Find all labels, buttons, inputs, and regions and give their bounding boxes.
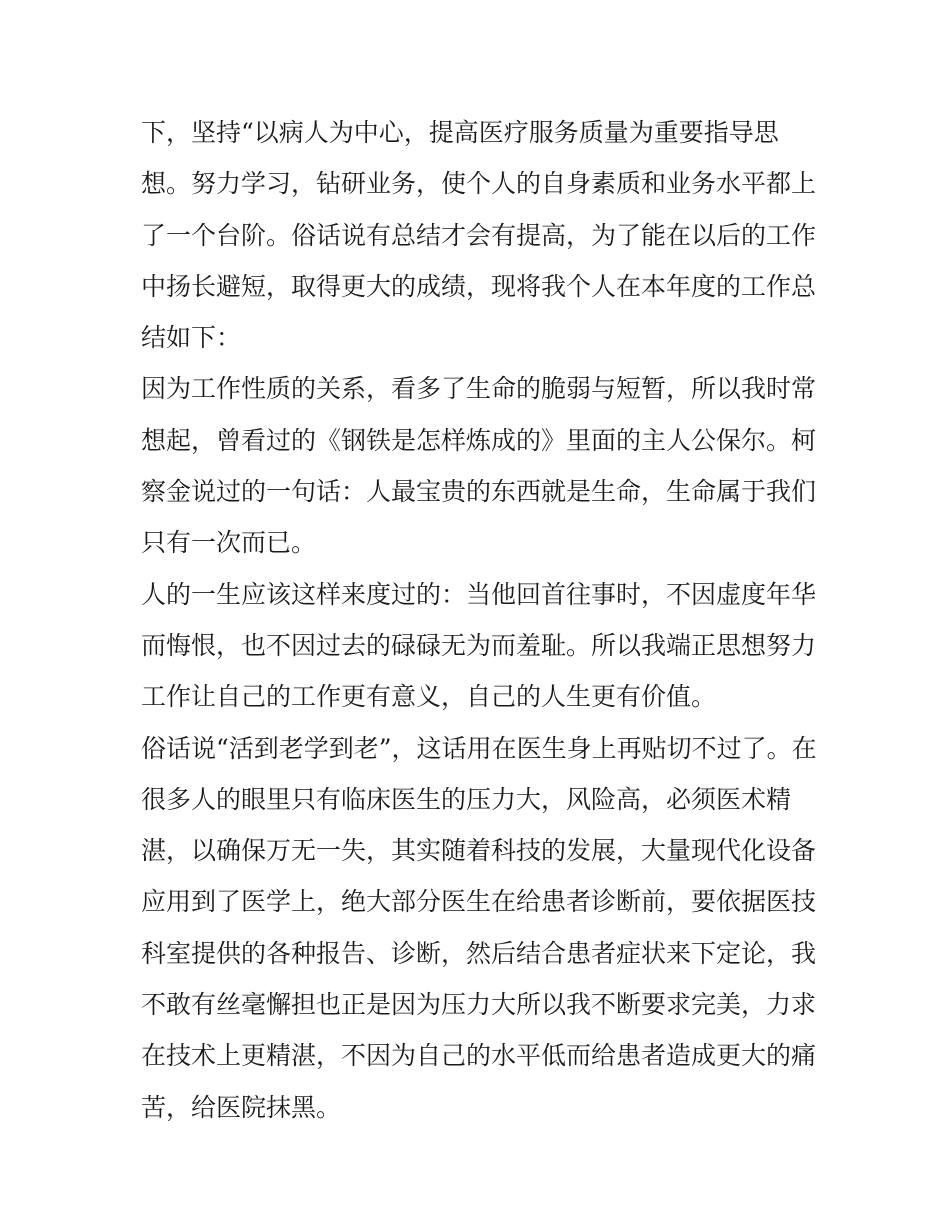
text-line: 人的一生应该这样来度过的：当他回首往事时，不因虚度年华 [141, 579, 817, 609]
document-body-text [141, 107, 817, 1133]
text-line: 了一个台阶。俗话说有总结才会有提高，为了能在以后的工作 [141, 220, 817, 250]
text-line: 而悔恨，也不因过去的碌碌无为而羞耻。所以我端正思想努力 [141, 630, 817, 660]
text-line: 湛，以确保万无一失，其实随着科技的发展，大量现代化设备 [141, 836, 817, 866]
text-line: 俗话说“活到老学到老”，这话用在医生身上再贴切不过了。在 [141, 733, 817, 763]
text-line: 想。努力学习，钻研业务，使个人的自身素质和业务水平都上 [141, 169, 817, 199]
text-line: 中扬长避短，取得更大的成绩，现将我个人在本年度的工作总 [141, 271, 817, 301]
text-line: 因为工作性质的关系，看多了生命的脆弱与短暂，所以我时常 [141, 374, 817, 404]
text-line: 结如下： [141, 323, 242, 353]
text-line: 很多人的眼里只有临床医生的压力大，风险高，必须医术精 [141, 784, 792, 814]
text-line: 想起，曾看过的《钢铁是怎样炼成的》里面的主人公保尔。柯 [141, 425, 817, 455]
text-line: 下，坚持“以病人为中心，提高医疗服务质量为重要指导思 [141, 118, 779, 147]
text-line: 科室提供的各种报告、诊断，然后结合患者症状来下定论，我 [141, 938, 817, 968]
text-line: 在技术上更精湛，不因为自己的水平低而给患者造成更大的痛 [141, 1041, 817, 1071]
text-line: 不敢有丝毫懈担也正是因为压力大所以我不断要求完美，力求 [141, 990, 817, 1020]
text-line: 苦，给医院抹黑。 [141, 1092, 342, 1122]
text-line: 察金说过的一句话：人最宝贵的东西就是生命，生命属于我们 [141, 477, 817, 507]
text-line: 应用到了医学上，绝大部分医生在给患者诊断前，要依据医技 [141, 887, 817, 917]
text-line: 工作让自己的工作更有意义，自己的人生更有价值。 [141, 682, 717, 712]
text-line: 只有一次而已。 [141, 528, 317, 558]
